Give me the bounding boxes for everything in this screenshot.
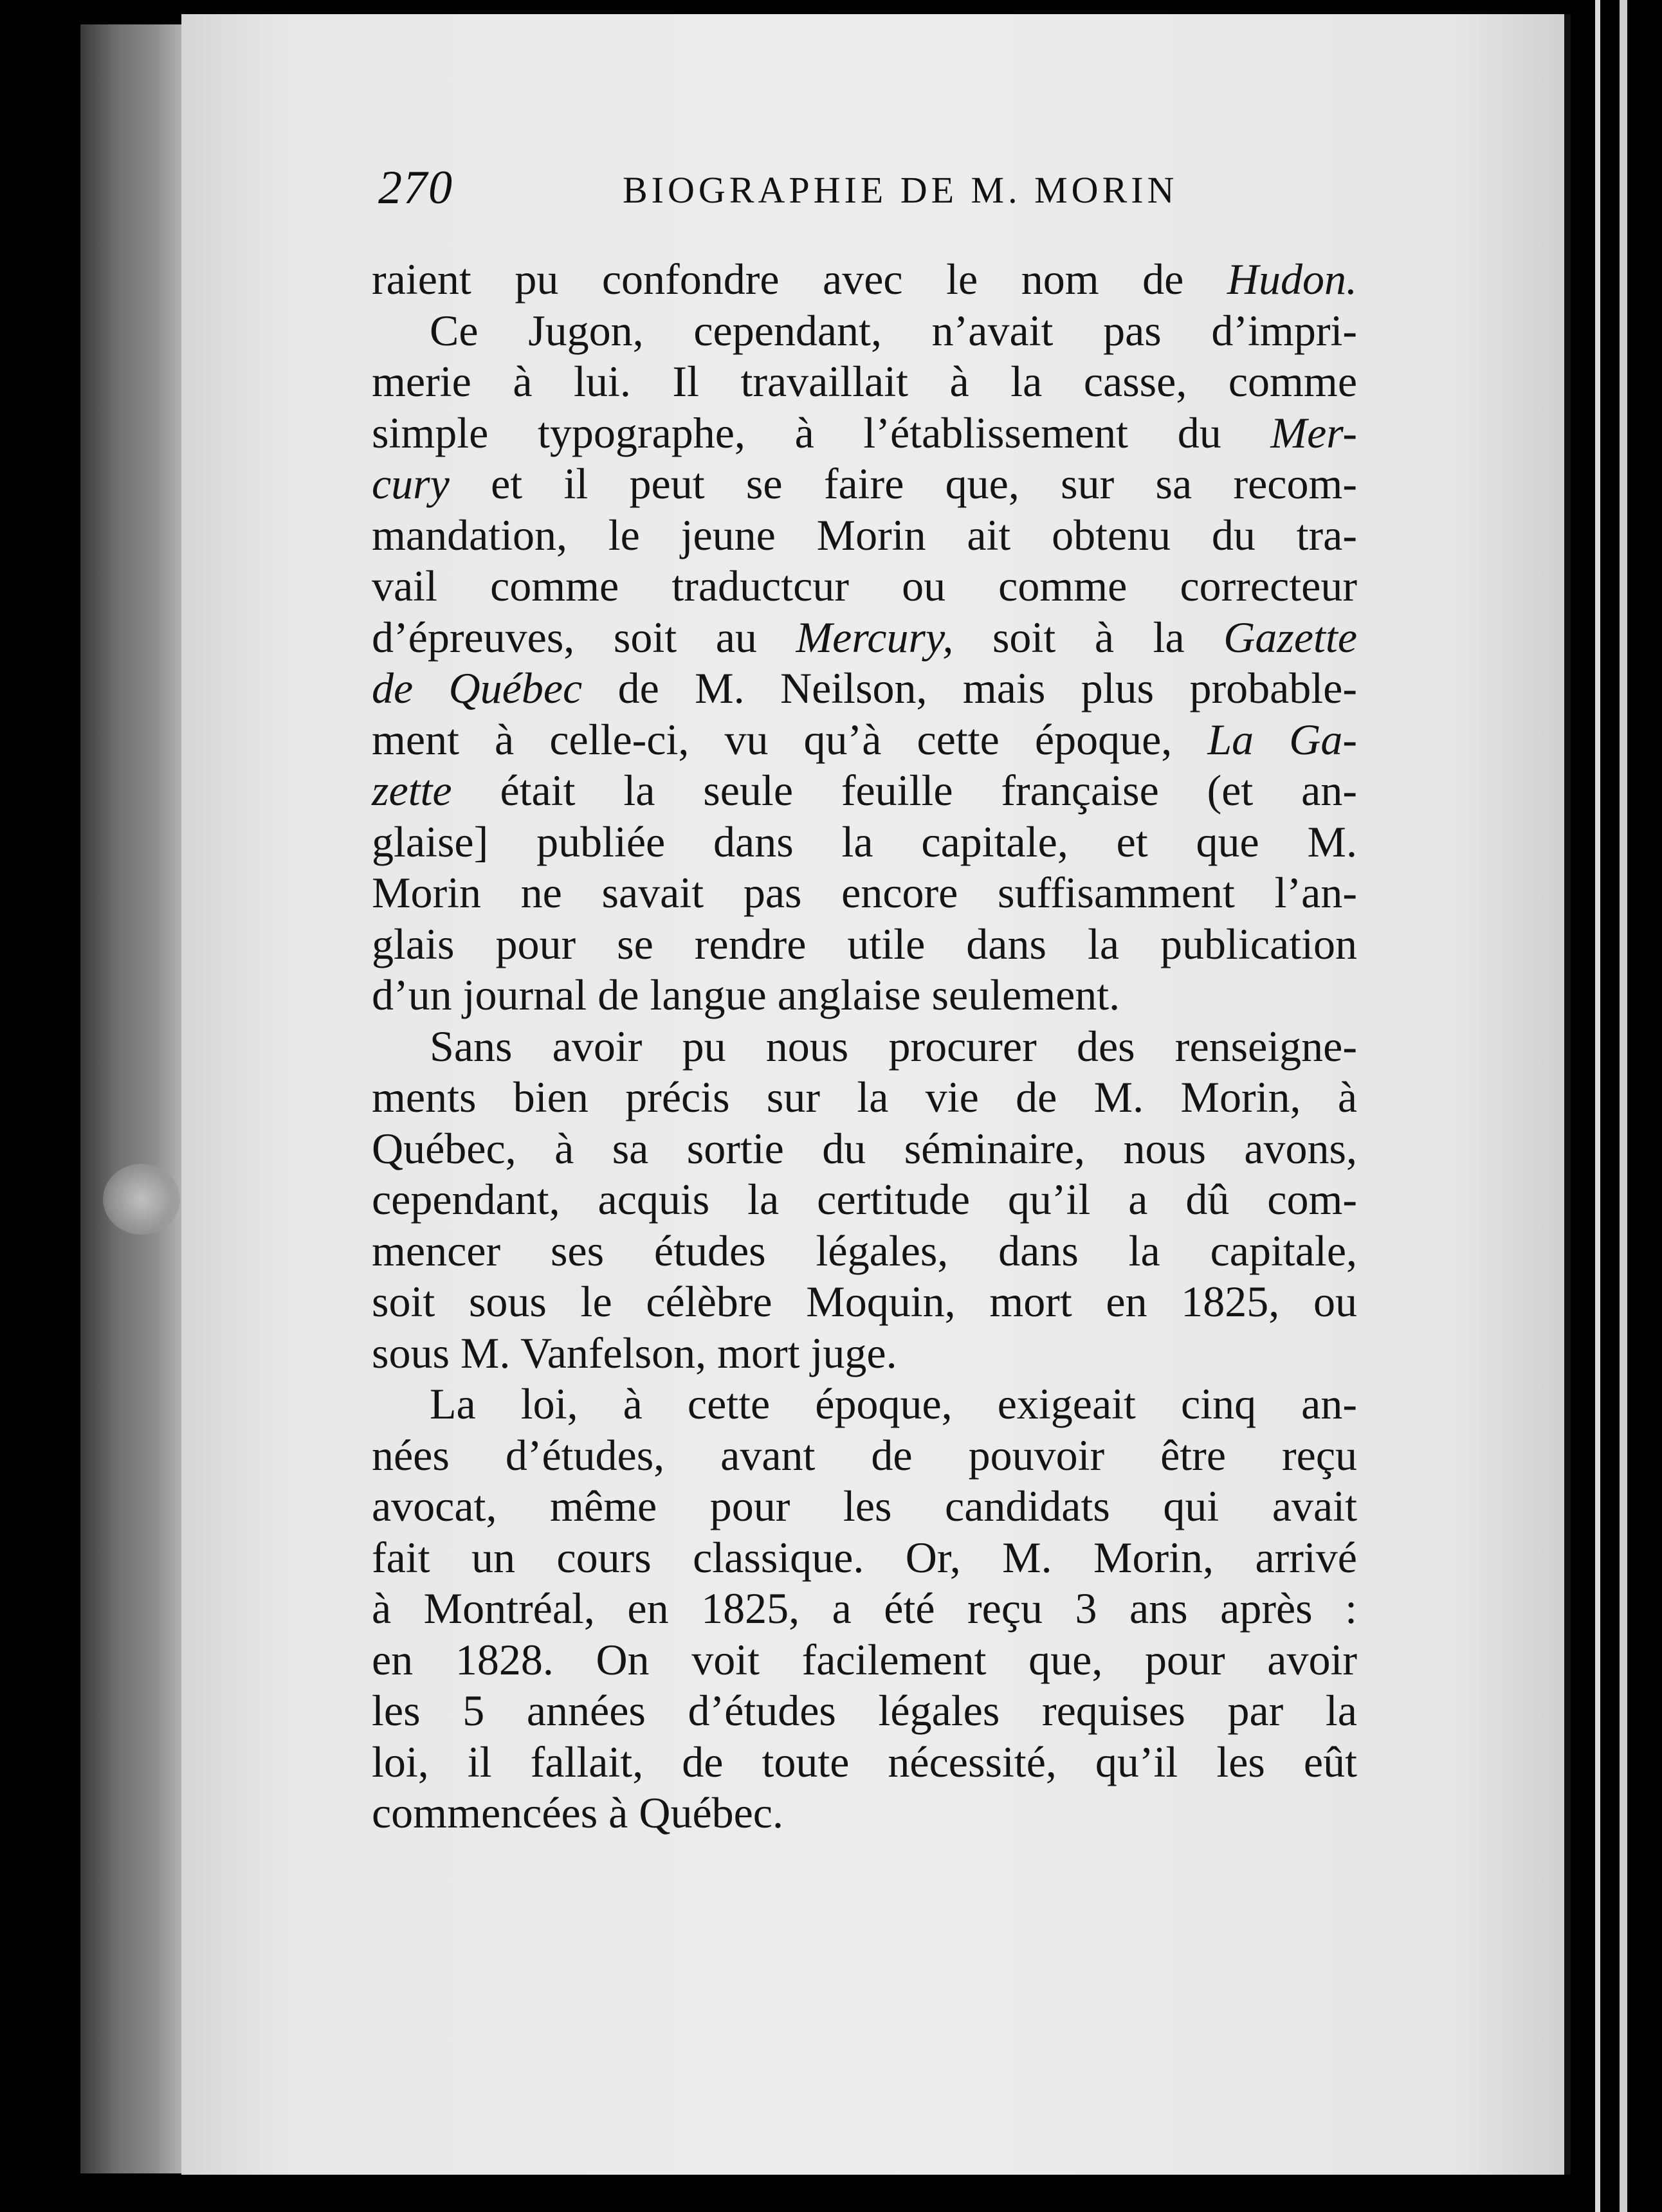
text-segment: les 5 années d’études légales requises par la (372, 1686, 1357, 1735)
text-line (372, 1174, 1357, 1226)
italic-segment: de Québec (372, 664, 583, 712)
text-line (372, 1737, 1357, 1788)
text-line (372, 1226, 1357, 1277)
text-segment: La loi, à cette époque, exigeait cinq an- (430, 1379, 1357, 1428)
text-line (372, 817, 1357, 868)
text-segment: fait un cours classique. Or, M. Morin, arrivé (372, 1532, 1357, 1582)
text-segment: Morin ne savait pas encore suffisamment l’an- (372, 868, 1357, 917)
italic-segment: Mer- (1270, 408, 1357, 457)
page-body-text (372, 254, 1357, 1839)
text-segment: nées d’études, avant de pouvoir être reçu (372, 1430, 1357, 1480)
text-line (372, 919, 1357, 970)
text-segment: soit à la (953, 612, 1224, 662)
text-segment: Ce Jugon, cependant, n’avait pas d’impri- (430, 305, 1357, 355)
text-line (372, 1430, 1357, 1482)
page-number: 270 (378, 161, 453, 214)
text-line (372, 970, 1357, 1021)
text-line (372, 1021, 1357, 1073)
text-segment: d’un journal de langue anglaise seulement. (372, 970, 1120, 1019)
text-line (372, 305, 1357, 357)
italic-segment: Mercury, (796, 612, 954, 662)
text-line (372, 1276, 1357, 1328)
book-spine (80, 24, 183, 2173)
text-line (372, 561, 1357, 612)
text-line (372, 1583, 1357, 1635)
text-line (372, 1379, 1357, 1430)
text-segment: de M. Neilson, mais plus probable- (582, 664, 1357, 712)
text-line (372, 1328, 1357, 1379)
text-line (372, 356, 1357, 408)
text-line (372, 714, 1357, 766)
text-line (372, 1481, 1357, 1532)
italic-segment: Hudon. (1227, 255, 1357, 304)
text-segment: loi, il fallait, de toute nécessité, qu’il les eût (372, 1737, 1357, 1786)
text-segment: ments bien précis sur la vie de M. Morin, à (372, 1073, 1357, 1121)
text-segment: merie à lui. Il travaillait à la casse, comme (372, 357, 1357, 406)
text-segment: simple typographe, à l’établissement du (372, 408, 1271, 457)
text-segment: Sans avoir pu nous procurer des renseigne- (430, 1021, 1357, 1071)
text-segment: mandation, le jeune Morin ait obtenu du tra- (372, 510, 1357, 559)
italic-segment: cury (372, 459, 450, 508)
text-segment: avocat, même pour les candidats qui avait (372, 1482, 1357, 1530)
text-segment: ment à celle-ci, vu qu’à cette époque, (372, 714, 1208, 764)
text-line (372, 1123, 1357, 1175)
text-line (372, 765, 1357, 817)
page-smudge (103, 1164, 180, 1235)
text-line (372, 510, 1357, 561)
text-line (372, 1532, 1357, 1584)
italic-segment: Gazette (1223, 612, 1357, 662)
text-segment: cependant, acquis la certitude qu’il a dû com- (372, 1175, 1357, 1224)
facing-page-edge (1595, 0, 1662, 2212)
text-segment: mencer ses études légales, dans la capitale, (372, 1226, 1357, 1275)
italic-segment: La Ga- (1207, 714, 1358, 764)
text-line (372, 458, 1357, 510)
text-segment: glaise] publiée dans la capitale, et que M. (372, 817, 1357, 866)
text-line (372, 612, 1357, 664)
text-segment: vail comme traductcur ou comme correcteur (372, 561, 1357, 610)
italic-segment: zette (372, 766, 452, 815)
text-segment: en 1828. On voit facilement que, pour avoir (372, 1635, 1357, 1684)
text-segment: raient pu confondre avec le nom de (372, 255, 1227, 304)
text-line (372, 1788, 1357, 1839)
text-segment: était la seule feuille française (et an- (452, 766, 1357, 815)
text-line (372, 254, 1357, 305)
text-segment: commencées à Québec. (372, 1788, 783, 1837)
text-line (372, 867, 1357, 919)
text-line (372, 1635, 1357, 1686)
text-line (372, 1685, 1357, 1737)
text-line (372, 663, 1357, 714)
running-head: BIOGRAPHIE DE M. MORIN (623, 169, 1178, 211)
text-line (372, 408, 1357, 459)
text-segment: Québec, à sa sortie du séminaire, nous avons, (372, 1123, 1357, 1173)
text-segment: sous M. Vanfelson, mort juge. (372, 1328, 897, 1377)
text-segment: soit sous le célèbre Moquin, mort en 1825, ou (372, 1277, 1357, 1326)
text-line (372, 1072, 1357, 1123)
text-segment: à Montréal, en 1825, a été reçu 3 ans après : (372, 1584, 1357, 1633)
text-segment: d’épreuves, soit au (372, 612, 796, 662)
facing-page-strip (1620, 0, 1627, 2212)
page-header (378, 161, 1227, 225)
text-segment: et il peut se faire que, sur sa recom- (449, 459, 1357, 508)
text-segment: glais pour se rendre utile dans la publication (372, 919, 1357, 968)
